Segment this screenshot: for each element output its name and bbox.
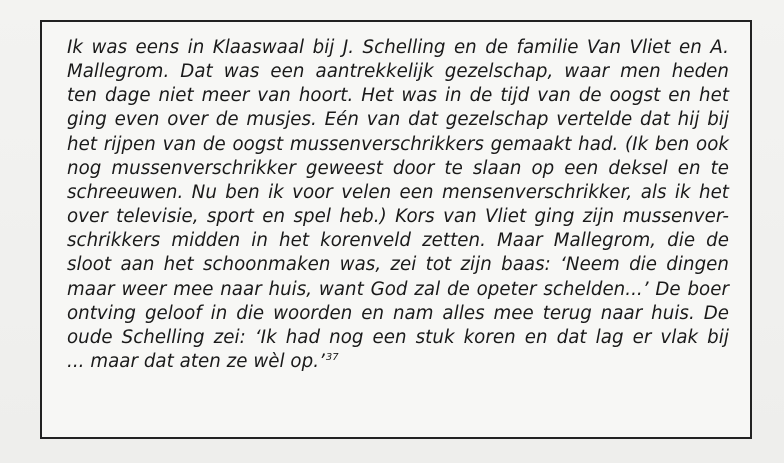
text-line-8: over televisie, sport en spel heb.) Kors van Vliet ging zijn mussenver- (67, 206, 729, 228)
text-line-11: maar weer mee naar huis, want God zal de opeter schelden...’ De boer (67, 278, 729, 300)
footnote-reference: 37 (325, 351, 339, 363)
text-line-7: schreeuwen. Nu ben ik voor velen een mensenverschrikker, als ik het (67, 181, 729, 203)
text-line-5: het rijpen van de oogst mussenverschrikkers gemaakt had. (Ik ben ook (67, 133, 729, 155)
text-line-4: ging even over de musjes. Eén van dat gezelschap vertelde dat hij bij (67, 109, 729, 131)
text-line-2: Mallegrom. Dat was een aantrekkelijk gezelschap, waar men heden (67, 61, 729, 83)
last-line-text: ... maar dat aten ze wèl op.’ (67, 351, 325, 373)
text-line-10: sloot aan het schoonmaken was, zei tot zijn baas: ‘Neem die dingen (67, 254, 729, 276)
text-line-9: schrikkers midden in het korenveld zetten. Maar Mallegrom, die de (67, 230, 729, 252)
text-line-6: nog mussenverschrikker geweest door te slaan op een deksel en te (67, 157, 729, 179)
quote-frame (40, 20, 752, 439)
text-line-1: Ik was eens in Klaaswaal bij J. Schelling en de familie Van Vliet en A. (67, 37, 729, 58)
quote-text (67, 36, 729, 374)
text-line-3: ten dage niet meer van hoort. Het was in de tijd van de oogst en het (67, 85, 729, 107)
text-line-13: oude Schelling zei: ‘Ik had nog een stuk koren en dat lag er vlak bij (67, 326, 729, 348)
text-line-12: ontving geloof in die woorden en nam alles mee terug naar huis. De (67, 302, 729, 324)
text-line-14 (67, 350, 729, 374)
